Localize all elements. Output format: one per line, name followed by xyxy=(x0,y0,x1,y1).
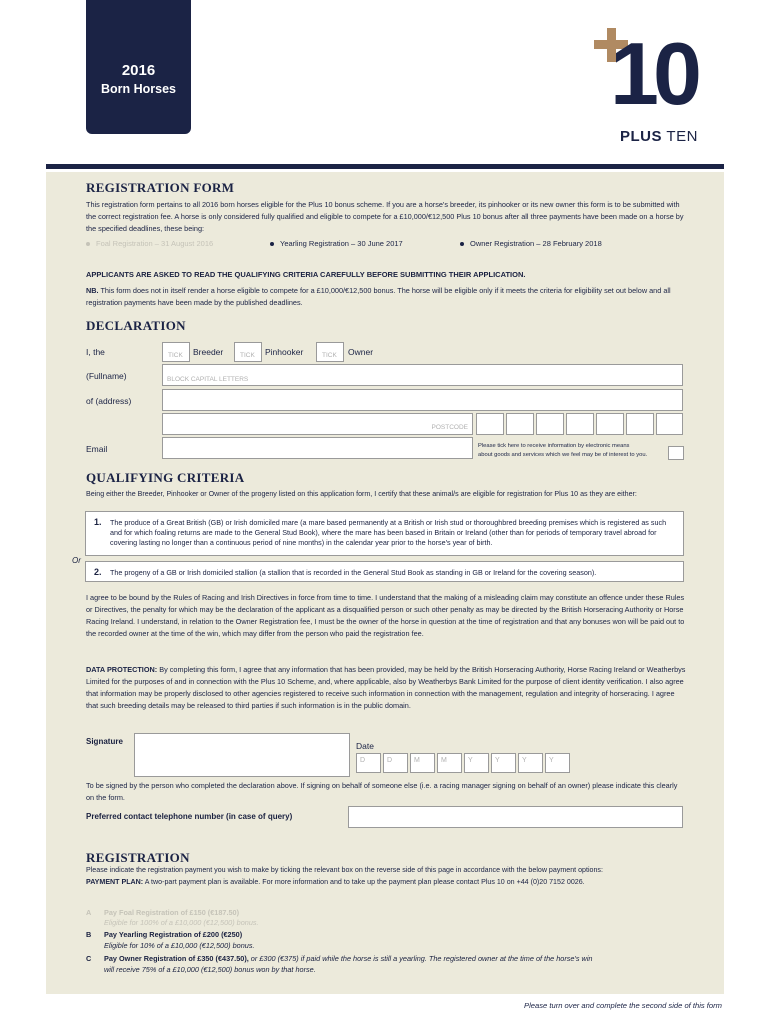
registration-form-heading: REGISTRATION FORM xyxy=(86,180,235,195)
deadline-owner-text: Owner Registration – 28 February 2018 xyxy=(470,239,602,248)
postcode-cell[interactable] xyxy=(536,413,564,435)
deadline-yearling xyxy=(270,239,403,248)
date-cell-placeholder: Y xyxy=(468,757,473,764)
fullname-placeholder: BLOCK CAPITAL LETTERS xyxy=(167,376,249,383)
option-b-title: Pay Yearling Registration of £200 (€250) xyxy=(104,930,243,939)
option-a-subtitle: Eligible for 100% of a £10,000 (€12,500) bonus. xyxy=(104,918,259,927)
fullname-label: (Fullname) xyxy=(86,371,127,381)
tick-placeholder: TICK xyxy=(168,352,183,359)
bullet-icon xyxy=(270,242,274,246)
email-field[interactable] xyxy=(162,437,473,459)
option-c-title-line xyxy=(104,953,593,964)
owner-tick-box[interactable] xyxy=(316,342,344,362)
postcode-cell[interactable] xyxy=(596,413,624,435)
logo-number: 10 xyxy=(610,24,696,123)
nb-note xyxy=(86,285,686,309)
criterion-2-text: The progeny of a GB or Irish domiciled stallion (a stallion that is recorded in the General Stud Book as standing in GB or Ireland for the covering season). xyxy=(110,568,597,577)
signature-label: Signature xyxy=(86,737,123,746)
date-cell-placeholder: D xyxy=(387,757,393,764)
address-line-2-field[interactable] xyxy=(162,413,473,435)
data-protection-text xyxy=(86,664,686,712)
date-cell-placeholder: Y xyxy=(549,757,554,764)
criterion-1-number: 1. xyxy=(94,517,102,527)
registration-form-intro: This registration form pertains to all 2016 born horses eligible for the Plus 10 bonus scheme. If you are a horse's breeder, its pinhooker or its new owner this form is to be submitted with the correct registration fee. A horse is only considered fully qualified and eligible to compete for a £10,000/€12,500 Plus 10 bonus after all three payments have been made on a horse by the specified deadlines, these being: xyxy=(86,200,684,233)
postcode-cell[interactable] xyxy=(656,413,683,435)
tab-year: 2016 xyxy=(121,62,156,79)
option-c-subtitle: will receive 75% of a £10,000 (€12,500) bonus won by that horse. xyxy=(104,965,316,974)
criteria-warning: APPLICANTS ARE ASKED TO READ THE QUALIFYING CRITERIA CAREFULLY BEFORE SUBMITTING THEIR APPLICATION. xyxy=(86,270,526,279)
breeder-label: Breeder xyxy=(193,347,224,357)
data-protection-body: By completing this form, I agree that any information that has been provided, may be held by the British Horseracing Authority, Horse Racing Ireland or Weatherbys Limited for the purposes of and in connection with the Plus 10 Scheme, and, where applicable, also by Weatherbys Bank Limited for the purpose of client identity verification. I also agree that information may be properly disclosed to other agencies registered to receive such information in connection with the management, regulation and integrity of horseracing. I agree that such breeding details may be released to third parties if such information is in the public domain. xyxy=(86,665,686,710)
date-cell[interactable] xyxy=(356,753,381,773)
i-the-label: I, the xyxy=(86,347,105,357)
option-c-key: C xyxy=(86,954,92,963)
turn-over-note: Please turn over and complete the second side of this form xyxy=(524,1001,722,1010)
deadline-foal xyxy=(86,239,213,248)
pinhooker-label: Pinhooker xyxy=(265,347,304,357)
plus-ten-logo xyxy=(590,24,720,148)
pinhooker-tick-box[interactable] xyxy=(234,342,262,362)
date-cell-placeholder: Y xyxy=(495,757,500,764)
nb-text: This form does not in itself render a horse eligible to compete for a £10,000/€12,500 bonus. The horse will be eligible only if it meets the criteria for eligibility set out below and all registration payments have been made by the published deadlines. xyxy=(86,286,671,307)
owner-label: Owner xyxy=(348,347,374,357)
date-cell-placeholder: M xyxy=(414,757,420,764)
phone-field[interactable] xyxy=(348,806,683,828)
criterion-1-text: The produce of a Great British (GB) or Irish domiciled mare (a mare based permanently at a British or Irish stud or thoroughbred breeding premises which is registered as such and for which foaling returns are made to the General Stud Book), where the mare has been based in Britain or Ireland (other than for periods of temporary travel abroad for covering lasting no longer than a continuous period of nine months) in the calendar year prior to the horse's year of birth. xyxy=(110,518,667,547)
or-label: Or xyxy=(72,556,81,565)
postcode-cell[interactable] xyxy=(566,413,594,435)
fullname-field[interactable] xyxy=(162,364,683,386)
deadline-yearling-text: Yearling Registration – 30 June 2017 xyxy=(280,239,403,248)
declaration-heading: DECLARATION xyxy=(86,318,186,333)
signing-note: To be signed by the person who completed the declaration above. If signing on behalf of someone else (i.e. a racing manager signing on behalf of an owner) please indicate this clearly on the form. xyxy=(86,781,678,802)
registration-intro: Please indicate the registration payment you wish to make by ticking the relevant box on the reverse side of this page in accordance with the below payment options: xyxy=(86,866,603,874)
header-rule xyxy=(46,164,724,169)
option-a-title: Pay Foal Registration of £150 (€187.50) xyxy=(104,908,240,917)
date-cell-placeholder: Y xyxy=(522,757,527,764)
date-cell[interactable] xyxy=(545,753,570,773)
deadline-owner xyxy=(460,239,602,248)
nb-label: NB. xyxy=(86,286,99,295)
breeder-tick-box[interactable] xyxy=(162,342,190,362)
year-tab xyxy=(86,0,191,134)
phone-label: Preferred contact telephone number (in case of query) xyxy=(86,812,293,821)
consent-line-2: about goods and services which we feel may be of interest to you. xyxy=(478,452,648,458)
consent-line-1: Please tick here to receive information by electronic means xyxy=(478,443,630,449)
date-cell[interactable] xyxy=(491,753,516,773)
logo-text xyxy=(620,128,698,145)
date-label: Date xyxy=(356,741,374,751)
postcode-cell[interactable] xyxy=(476,413,504,435)
option-c-title: Pay Owner Registration of £350 (€437.50), xyxy=(104,954,249,963)
date-cell[interactable] xyxy=(464,753,489,773)
registration-heading: REGISTRATION xyxy=(86,850,190,865)
logo-text-light: TEN xyxy=(662,128,698,145)
tick-placeholder: TICK xyxy=(322,352,337,359)
logo-text-bold: PLUS xyxy=(620,128,663,145)
option-a xyxy=(86,907,686,929)
signature-field[interactable] xyxy=(134,733,350,777)
tick-placeholder: TICK xyxy=(240,352,255,359)
option-c xyxy=(86,953,686,975)
data-protection-label: DATA PROTECTION: xyxy=(86,665,158,674)
criterion-2-number: 2. xyxy=(94,567,102,577)
date-cell-placeholder: M xyxy=(441,757,447,764)
postcode-cell[interactable] xyxy=(626,413,654,435)
email-consent-text xyxy=(478,442,647,460)
postcode-placeholder: POSTCODE xyxy=(431,424,468,431)
agreement-text: I agree to be bound by the Rules of Racing and Irish Directives in force from time to time. I understand that the making of a misleading claim may constitute an offence under these Rules or Directives, the penalty for which may be the declaration of the applicant as a disqualified person or such other penalty as may be directed by the British Horseracing Authority or Horse Racing Ireland. I understand, in relation to the Owner Registration fee, I must be the owner of the horse in question at the time of registration and that any bonuses won will be paid out to the recorded owner at the time of the win, which may differ from the person who paid the registration fee. xyxy=(86,593,685,638)
email-label: Email xyxy=(86,444,108,454)
date-cell[interactable] xyxy=(437,753,462,773)
criterion-2 xyxy=(85,561,684,582)
email-consent-checkbox[interactable] xyxy=(668,446,684,460)
bullet-icon xyxy=(460,242,464,246)
payment-plan-note xyxy=(86,878,585,886)
bullet-icon xyxy=(86,242,90,246)
date-cell[interactable] xyxy=(383,753,408,773)
address-label: of (address) xyxy=(86,396,132,406)
postcode-cell[interactable] xyxy=(506,413,534,435)
date-cell[interactable] xyxy=(518,753,543,773)
qualifying-criteria-heading: QUALIFYING CRITERIA xyxy=(86,470,245,485)
payment-plan-label: PAYMENT PLAN: xyxy=(86,878,144,886)
tab-subtitle: Born Horses xyxy=(100,82,177,96)
option-c-rest: or £300 (€375) if paid while the horse is still a yearling. The registered owner at the time of the horse's win xyxy=(248,954,593,963)
address-line-1-field[interactable] xyxy=(162,389,683,411)
date-cell-placeholder: D xyxy=(360,757,366,764)
qualifying-intro: Being either the Breeder, Pinhooker or Owner of the progeny listed on this application form, I certify that these animal/s are eligible for registration for Plus 10 as they are either: xyxy=(86,490,637,498)
option-b-subtitle: Eligible for 10% of a £10,000 (€12,500) bonus. xyxy=(104,941,255,950)
criterion-1 xyxy=(85,511,684,556)
option-b-key: B xyxy=(86,930,92,939)
deadline-foal-text: Foal Registration – 31 August 2016 xyxy=(96,239,214,248)
option-b xyxy=(86,929,686,951)
option-a-key: A xyxy=(86,908,92,917)
payment-plan-text: A two-part payment plan is available. For more information and to take up the payment plan please contact Plus 10 on +44 (0)20 7152 0026. xyxy=(143,878,585,886)
date-cell[interactable] xyxy=(410,753,435,773)
